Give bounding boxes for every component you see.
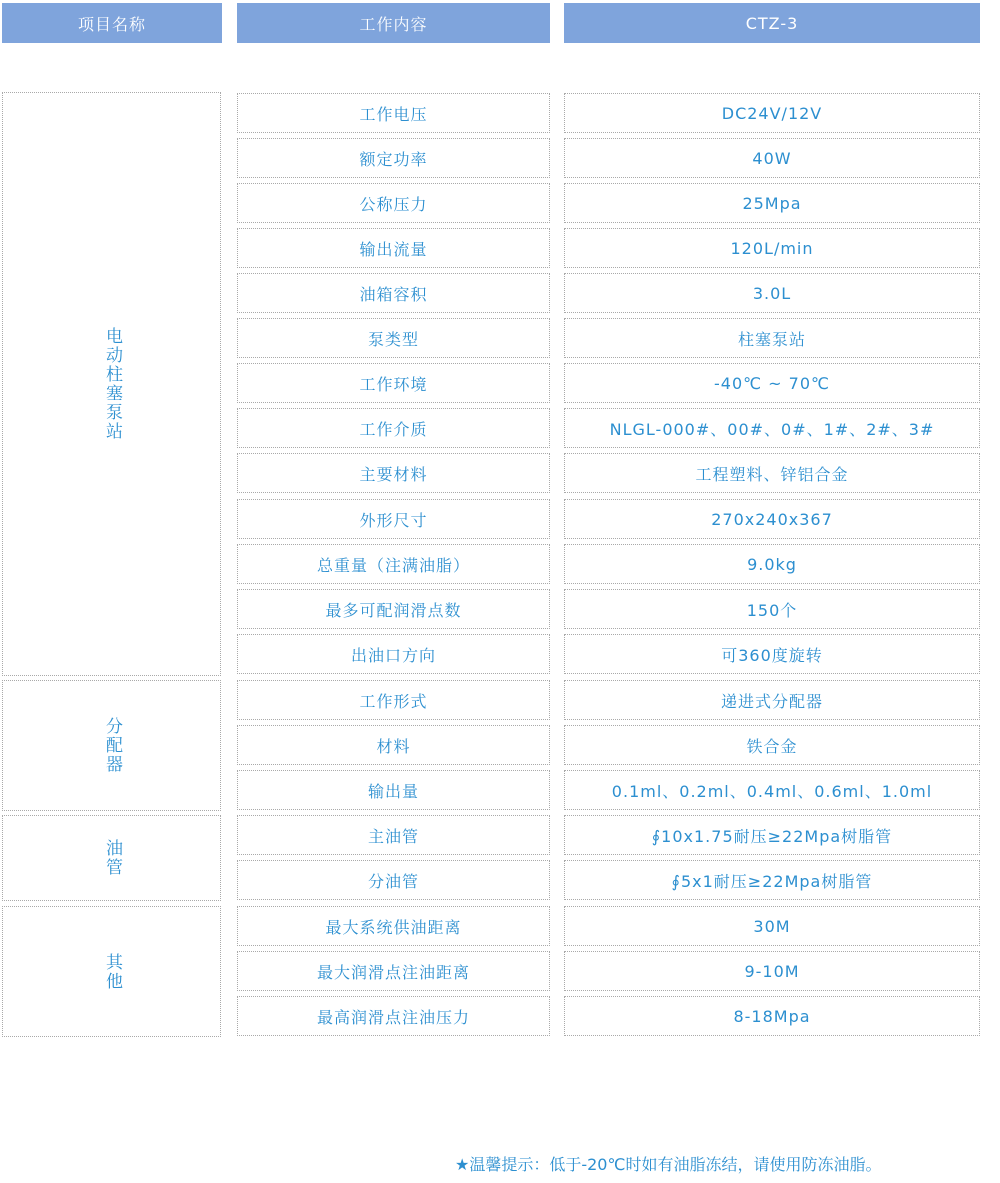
spec-item: 工作环境: [237, 363, 550, 403]
spec-item: 工作形式: [237, 680, 550, 720]
group-label: 油管: [102, 839, 122, 877]
header-work-content: 工作内容: [237, 3, 550, 43]
group-other: [2, 906, 221, 1037]
spec-value: 30M: [564, 906, 980, 946]
spec-item: 输出量: [237, 770, 550, 810]
spec-value: 可360度旋转: [564, 634, 980, 674]
spec-item: 主油管: [237, 815, 550, 855]
spec-value: DC24V/12V: [564, 93, 980, 133]
spec-value: -40℃ ~ 70℃: [564, 363, 980, 403]
spec-item: 最多可配润滑点数: [237, 589, 550, 629]
spec-item: 额定功率: [237, 138, 550, 178]
spec-item: 总重量（注满油脂）: [237, 544, 550, 584]
spec-value: 8-18Mpa: [564, 996, 980, 1036]
spec-item: 外形尺寸: [237, 499, 550, 539]
group-oil-pipe: [2, 815, 221, 901]
spec-value: 120L/min: [564, 228, 980, 268]
spec-value: ∮10x1.75耐压≥22Mpa树脂管: [564, 815, 980, 855]
spec-value: 柱塞泵站: [564, 318, 980, 358]
spec-item: 输出流量: [237, 228, 550, 268]
spec-item: 最大润滑点注油距离: [237, 951, 550, 991]
spec-item: 最大系统供油距离: [237, 906, 550, 946]
spec-value: NLGL-000#、00#、0#、1#、2#、3#: [564, 408, 980, 448]
spec-value: ∮5x1耐压≥22Mpa树脂管: [564, 860, 980, 900]
header-project-name: 项目名称: [2, 3, 222, 43]
spec-value: 工程塑料、锌铝合金: [564, 453, 980, 493]
spec-value: 25Mpa: [564, 183, 980, 223]
spec-value: 3.0L: [564, 273, 980, 313]
header-model: CTZ-3: [564, 3, 980, 43]
group-pump-station: [2, 92, 221, 676]
spec-value: 40W: [564, 138, 980, 178]
spec-value: 0.1ml、0.2ml、0.4ml、0.6ml、1.0ml: [564, 770, 980, 810]
group-label: 分配器: [102, 717, 122, 774]
warm-tip-note: ★温馨提示：低于-20℃时如有油脂冻结，请使用防冻油脂。: [455, 1155, 882, 1174]
spec-item: 最高润滑点注油压力: [237, 996, 550, 1036]
spec-item: 主要材料: [237, 453, 550, 493]
spec-item: 工作电压: [237, 93, 550, 133]
group-label: 其他: [102, 952, 122, 991]
spec-item: 分油管: [237, 860, 550, 900]
group-label: 电动柱塞泵站: [102, 327, 122, 441]
spec-value: 9.0kg: [564, 544, 980, 584]
spec-item: 油箱容积: [237, 273, 550, 313]
spec-item: 材料: [237, 725, 550, 765]
spec-item: 公称压力: [237, 183, 550, 223]
spec-value: 270x240x367: [564, 499, 980, 539]
spec-value: 递进式分配器: [564, 680, 980, 720]
spec-item: 出油口方向: [237, 634, 550, 674]
spec-item: 工作介质: [237, 408, 550, 448]
spec-value: 铁合金: [564, 725, 980, 765]
spec-value: 150个: [564, 589, 980, 629]
spec-value: 9-10M: [564, 951, 980, 991]
group-distributor: [2, 680, 221, 811]
spec-item: 泵类型: [237, 318, 550, 358]
